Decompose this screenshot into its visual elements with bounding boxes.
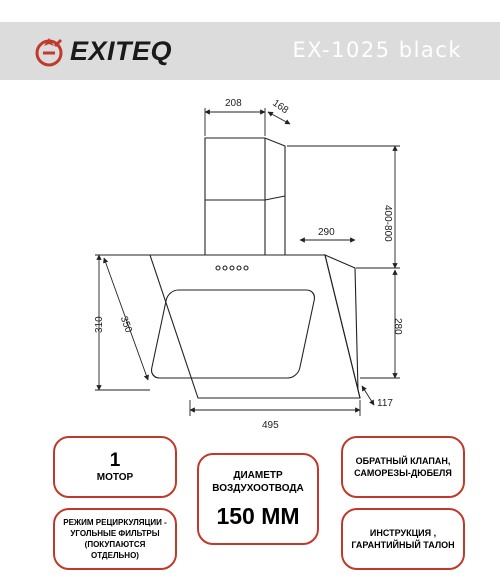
valve-text: ОБРАТНЫЙ КЛАПАН, САМОРЕЗЫ-ДЮБЕЛЯ (354, 456, 452, 478)
motor-box (53, 436, 177, 498)
dim-top-width: 208 (225, 98, 242, 109)
dim-line-top-depth (268, 112, 290, 124)
control-button (244, 266, 248, 270)
dim-top-depth: 168 (270, 97, 291, 117)
diameter-value: 150 ММ (216, 503, 300, 529)
diameter-box (197, 453, 319, 545)
recirculation-text: РЕЖИМ РЕЦИРКУЛЯЦИИ - УГОЛЬНЫЕ ФИЛЬТРЫ (ПОКУПАЮТСЯ ОТДЕЛЬНО) (63, 518, 167, 560)
control-button (230, 266, 234, 270)
motor-count: 1 (109, 450, 121, 471)
diameter-label: ДИАМЕТР ВОЗДУХООТВОДА (212, 470, 304, 494)
dim-side-height: 280 (392, 318, 403, 335)
chimney-upper (205, 138, 285, 255)
control-button (216, 266, 220, 270)
brand-name: EXITEQ (70, 35, 173, 66)
dim-bottom-width: 495 (262, 420, 279, 431)
recirculation-box (53, 508, 177, 570)
dim-line-bottom-depth (362, 386, 374, 405)
flame-icon (32, 34, 66, 68)
control-button (237, 266, 241, 270)
motor-label: МОТОР (96, 472, 134, 483)
glass-panel (150, 290, 317, 378)
dim-chimney-height: 400-800 (382, 205, 393, 242)
hood-side (325, 255, 360, 398)
header-bar (0, 22, 500, 80)
chimney-split-side (265, 196, 285, 200)
dim-glass-offset: 290 (318, 227, 335, 238)
model-name: EX-1025 black (292, 38, 462, 62)
dim-bottom-depth: 117 (377, 398, 393, 409)
control-button (223, 266, 227, 270)
valve-box (341, 436, 465, 498)
dim-diagonal: 350 (117, 314, 134, 335)
dim-total-height: 310 (94, 316, 105, 333)
hood-drawing (0, 80, 500, 431)
manual-text: ИНСТРУКЦИЯ , ГАРАНТИЙНЫЙ ТАЛОН (351, 528, 455, 550)
hood-body (150, 255, 360, 398)
brand-logo (32, 34, 172, 68)
manual-box (341, 508, 465, 570)
